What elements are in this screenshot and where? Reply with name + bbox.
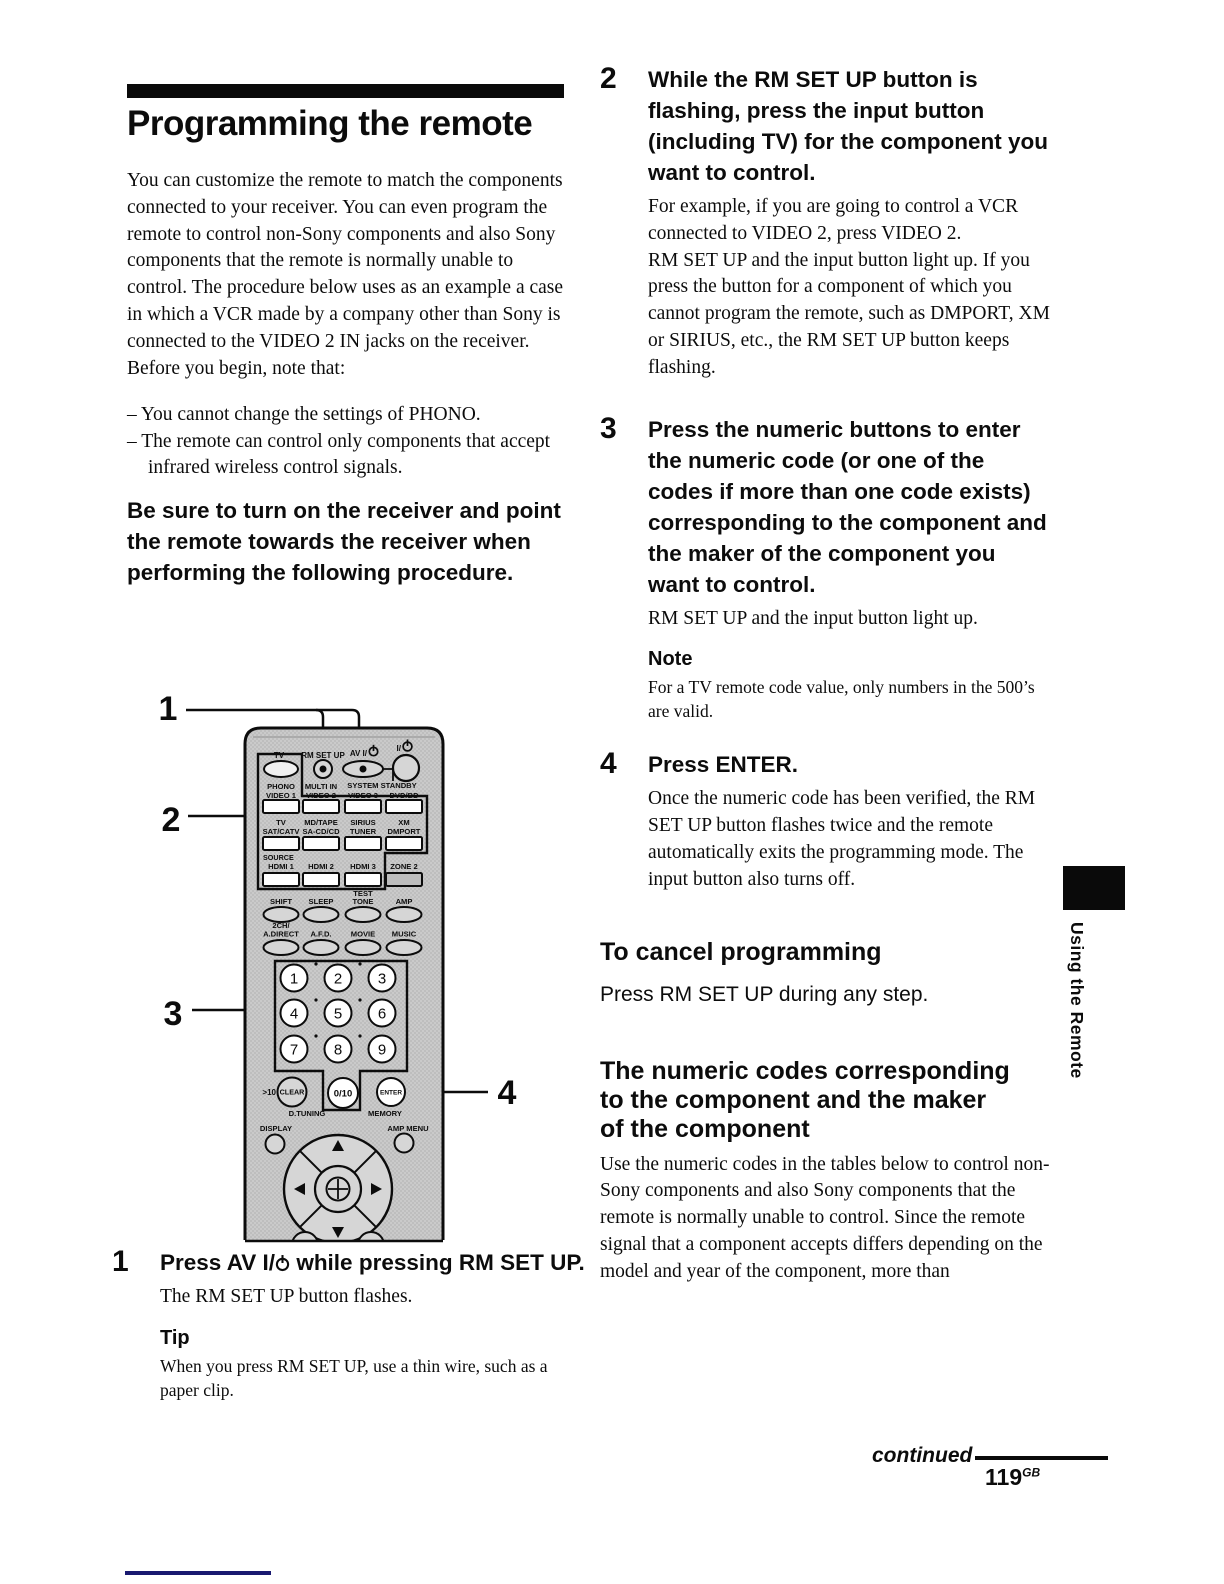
- digit-5: 5: [333, 1005, 343, 1023]
- a-direct-label: A.DIRECT: [263, 929, 299, 939]
- sleep-label: SLEEP: [308, 897, 334, 906]
- phono-label: PHONO: [267, 782, 295, 791]
- continued-rule: [975, 1456, 1108, 1461]
- sa-cd-label: SA-CD/CD: [302, 827, 340, 836]
- step-3-heading: Press the numeric buttons to enter the numeric code (or one of the codes if more than one code exists) corresponding to the component and the maker of the component you want to control.: [648, 416, 1047, 597]
- multi-in-label: MULTI IN: [304, 782, 338, 791]
- intro-bullet-1: – You cannot change the settings of PHONO.: [127, 403, 481, 425]
- step-3: [600, 411, 1052, 724]
- amp-menu-label: AMP MENU: [387, 1124, 429, 1133]
- step-3-number: 3: [600, 411, 617, 445]
- cancel-heading: To cancel programming: [600, 937, 882, 966]
- main-power-label: I/: [396, 744, 401, 753]
- tip-label: Tip: [160, 1326, 190, 1349]
- step-2-heading: While the RM SET UP button is flashing, press the input button (including TV) for the component you want to control.: [648, 67, 1048, 185]
- callout-1: 1: [158, 690, 178, 728]
- page-title: Programming the remote: [127, 104, 533, 143]
- digit-7: 7: [289, 1041, 299, 1059]
- test-label: TEST: [353, 889, 373, 898]
- left-column: [127, 84, 564, 611]
- zero-label: 0/10: [333, 1088, 353, 1100]
- tuner-label: TUNER: [349, 827, 377, 836]
- step-1-body: The RM SET UP button flashes.: [160, 1286, 413, 1307]
- movie-label: MOVIE: [350, 929, 376, 939]
- note-label: Note: [648, 648, 693, 671]
- codes-heading: The numeric codes corresponding to the component and the maker of the component: [600, 1056, 1010, 1143]
- right-column: [600, 64, 1052, 1286]
- digit-3: 3: [377, 970, 387, 988]
- digit-1: 1: [289, 970, 299, 988]
- intro-bullet-2: – The remote can control only components that accept infrared wireless control signals.: [127, 430, 551, 479]
- music-label: MUSIC: [391, 929, 417, 939]
- digit-2: 2: [333, 970, 343, 988]
- step-2: [600, 64, 1052, 382]
- digit-4: 4: [289, 1005, 299, 1023]
- digit-8: 8: [333, 1041, 343, 1059]
- page-number: $119^{GB}$: [985, 1464, 1041, 1490]
- step-4-number: 4: [600, 747, 617, 781]
- power-icon: [275, 1254, 290, 1272]
- video2-label: VIDEO 2: [306, 791, 336, 800]
- 2ch-label: 2CH/: [272, 921, 290, 930]
- note-body: For a TV remote code value, only numbers in the 500’s are valid.: [648, 677, 1035, 722]
- callout-4: 4: [497, 1074, 517, 1112]
- tip-body: When you press RM SET UP, use a thin wire, such as a paper clip.: [160, 1355, 548, 1400]
- display-label: DISPLAY: [259, 1124, 293, 1133]
- hdmi3-label: HDMI 3: [350, 862, 376, 871]
- hdmi2-label: HDMI 2: [308, 862, 334, 871]
- step-4-body: Once the numeric code has been verified, the RM SET UP button flashes twice and the remote automatically exits the programming mode. The input button also turns off.: [648, 788, 1036, 890]
- title-rule: [127, 84, 564, 98]
- page-number-suffix: GB: [1022, 1465, 1041, 1480]
- rm-set-up-dot: [320, 766, 327, 773]
- dvd-bd-label: DVD/BD: [389, 791, 419, 800]
- callout-3: 3: [163, 995, 183, 1033]
- continued-label: continued: [872, 1444, 973, 1467]
- step-2-number: 2: [600, 62, 617, 95]
- step-4-heading: Press ENTER.: [648, 752, 799, 778]
- step-1: [112, 1247, 590, 1402]
- gt10-label: >10: [262, 1088, 276, 1097]
- tv-input-label: TV: [276, 818, 286, 827]
- d-tuning-label: D.TUNING: [288, 1109, 326, 1118]
- video1-label: VIDEO 1: [266, 791, 296, 800]
- hdmi1-label: HDMI 1: [268, 862, 294, 871]
- video3-label: VIDEO 3: [348, 791, 378, 800]
- sirius-label: SIRIUS: [350, 818, 376, 827]
- system-standby-label: SYSTEM STANDBY: [347, 781, 417, 790]
- source-label: SOURCE: [263, 853, 294, 862]
- direction-pad: [284, 1135, 392, 1243]
- av-power-dot: [360, 766, 367, 773]
- md-tape-label: MD/TAPE: [304, 818, 338, 827]
- cancel-body: Press RM SET UP during any step.: [600, 982, 929, 1006]
- dmport-label: DMPORT: [387, 827, 421, 836]
- callout-2: 2: [161, 801, 181, 839]
- shift-label: SHIFT: [270, 897, 292, 906]
- main-power-button: [393, 755, 419, 781]
- step-1-number: 1: [112, 1245, 129, 1278]
- xm-label: XM: [398, 818, 410, 827]
- tone-label: TONE: [352, 897, 374, 906]
- memory-label: MEMORY: [368, 1109, 402, 1118]
- tv-button-label: TV: [273, 751, 285, 760]
- intro-paragraph: You can customize the remote to match the components connected to your receiver. You can even program the remote to control non-Sony components and also Sony components that the remote is normally unable to control. The procedure below uses as an example a case in which a VCR made by a company other than Sony is connected to the VIDEO 2 IN jacks on the receiver. Before you begin, note that:: [127, 170, 564, 379]
- step-2-body-1: For example, if you are going to control a VCR connected to VIDEO 2, press VIDEO 2.: [648, 196, 1019, 244]
- clear-label: CLEAR: [279, 1087, 305, 1097]
- display-button: [266, 1135, 285, 1154]
- step-1-heading: Press AV I/ while pressing RM SET UP.: [160, 1250, 585, 1275]
- remote-illustration: [110, 688, 560, 1248]
- step-2-body-2: RM SET UP and the input button light up. If you press the button for a component of which you cannot program the remote, such as DMPORT, XM or SIRIUS, etc., the RM SET UP button keeps flashing.: [648, 249, 1050, 378]
- amp-label: AMP: [395, 897, 413, 906]
- bottom-registration-mark: [125, 1571, 271, 1575]
- afd-label: A.F.D.: [310, 929, 332, 939]
- digit-9: 9: [377, 1041, 387, 1059]
- enter-label: ENTER: [379, 1089, 403, 1097]
- digit-6: 6: [377, 1005, 387, 1023]
- section-tab: [1063, 866, 1125, 910]
- step-3-body: RM SET UP and the input button light up.: [648, 607, 978, 629]
- codes-body: Use the numeric codes in the tables below to control non-Sony components and also Sony components that the remote is normally unable to control. Since the remote signal that a component accepts differs depending on the model and year of the component, more than: [600, 1153, 1050, 1282]
- section-sidebar-label: Using the Remote: [1067, 922, 1087, 1079]
- important-note: Be sure to turn on the receiver and point the remote towards the receiver when performing the following procedure.: [127, 498, 561, 586]
- av-power-label: AV I/: [349, 749, 367, 758]
- sat-catv-label: SAT/CATV: [262, 827, 300, 836]
- amp-menu-button: [395, 1134, 414, 1153]
- tv-button: [264, 761, 298, 777]
- numeric-buttons: [281, 962, 396, 1062]
- remote-figure: [110, 688, 560, 1248]
- step-4: [600, 749, 1052, 893]
- zone2-label: ZONE 2: [390, 862, 418, 871]
- rm-set-up-label: RM SET UP: [301, 751, 345, 760]
